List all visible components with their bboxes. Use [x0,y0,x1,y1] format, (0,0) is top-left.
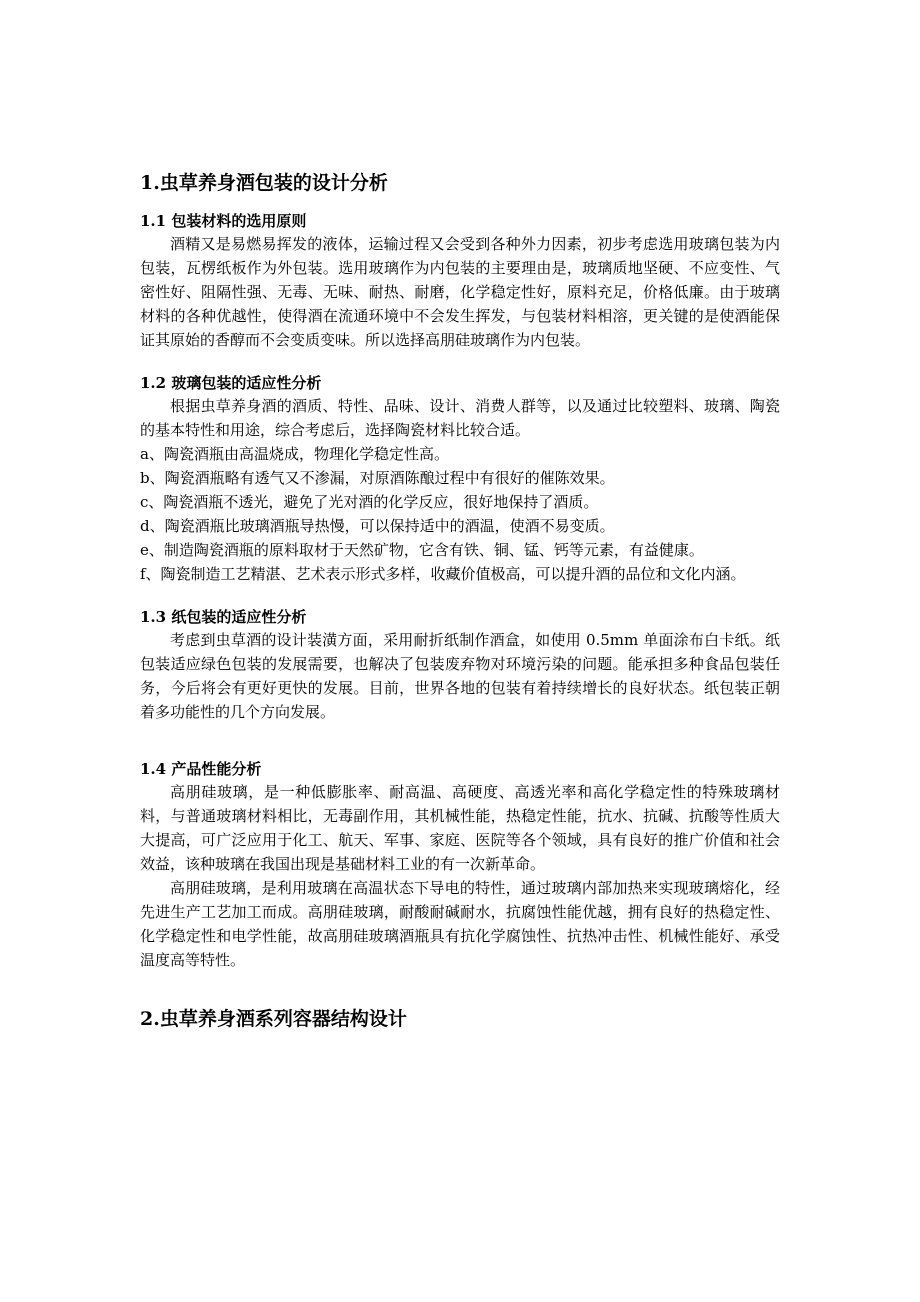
list-item-e: e、制造陶瓷酒瓶的原料取材于天然矿物，它含有铁、铜、锰、钙等元素，有益健康。 [140,541,704,559]
list-item-c: c、陶瓷酒瓶不透光，避免了光对酒的化学反应，很好地保持了酒质。 [140,493,599,511]
section-1-1-title: 1.1 包装材料的选用原则 [140,212,307,230]
section-1-2-paragraph: 根据虫草养身酒的酒质、特性、品味、设计、消费人群等，以及通过比较塑料、玻璃、陶瓷的基本特性和用途，综合考虑后，选择陶瓷材料比较合适。 [140,397,780,439]
section-1-2-title: 1.2 玻璃包装的适应性分析 [140,374,322,392]
section-1-title: 1.虫草养身酒包装的设计分析 [140,172,388,194]
section-1-4-paragraph-2: 高朋硅玻璃，是利用玻璃在高温状态下导电的特性，通过玻璃内部加热来实现玻璃熔化，经先进生产工艺加工而成。高朋硅玻璃，耐酸耐碱耐水，抗腐蚀性能优越，拥有良好的热稳定性、化学稳定性和电学性能，故高朋硅玻璃酒瓶具有抗化学腐蚀性、抗热冲击性、机械性能好、承受温度高等特性。 [140,879,780,969]
list-item-f: f、陶瓷制造工艺精湛、艺术表示形式多样，收藏价值极高，可以提升酒的品位和文化内涵。 [140,565,746,583]
section-1-3-paragraph: 考虑到虫草酒的设计装潢方面，采用耐折纸制作酒盒，如使用 0.5mm 单面涂布白卡纸。纸包装适应绿色包装的发展需要，也解决了包装废弃物对环境污染的问题。能承担多种食品包装任务，今后将会有更好更快的发展。目前，世界各地的包装有着持续增长的良好状态。纸包装正朝着多功能性的几个方向发展。 [140,631,780,721]
section-1-1-paragraph: 酒精又是易燃易挥发的液体，运输过程又会受到各种外力因素，初步考虑选用玻璃包装为内包装，瓦楞纸板作为外包装。选用玻璃作为内包装的主要理由是，玻璃质地坚硬、不应变性、气密性好、阻隔性强、无毒、无味、耐热、耐磨，化学稳定性好，原料充足，价格低廉。由于玻璃材料的各种优越性，使得酒在流通环境中不会发生挥发，与包装材料相溶，更关键的是使酒能保证其原始的香醇而不会变质变味。所以选择高朋硅玻璃作为内包装。 [140,235,780,349]
document-page [140,170,780,1032]
section-2-title: 2.虫草养身酒系列容器结构设计 [140,1008,407,1030]
section-1-4-title: 1.4 产品性能分析 [140,760,262,778]
section-1-4-paragraph-1: 高朋硅玻璃，是一种低膨胀率、耐高温、高硬度、高透光率和高化学稳定性的特殊玻璃材料，与普通玻璃材料相比，无毒副作用，其机械性能，热稳定性能，抗水、抗碱、抗酸等性质大大提高，可广泛应用于化工、航天、军事、家庭、医院等各个领域，具有良好的推广价值和社会效益，该种玻璃在我国出现是基础材料工业的有一次新革命。 [140,783,780,873]
list-item-b: b、陶瓷酒瓶略有透气又不渗漏，对原酒陈酿过程中有很好的催陈效果。 [140,469,615,487]
list-item-a: a、陶瓷酒瓶由高温烧成，物理化学稳定性高。 [140,445,449,463]
list-item-d: d、陶瓷酒瓶比玻璃酒瓶导热慢，可以保持适中的酒温，使酒不易变质。 [140,517,615,535]
section-1-3-title: 1.3 纸包装的适应性分析 [140,608,307,626]
